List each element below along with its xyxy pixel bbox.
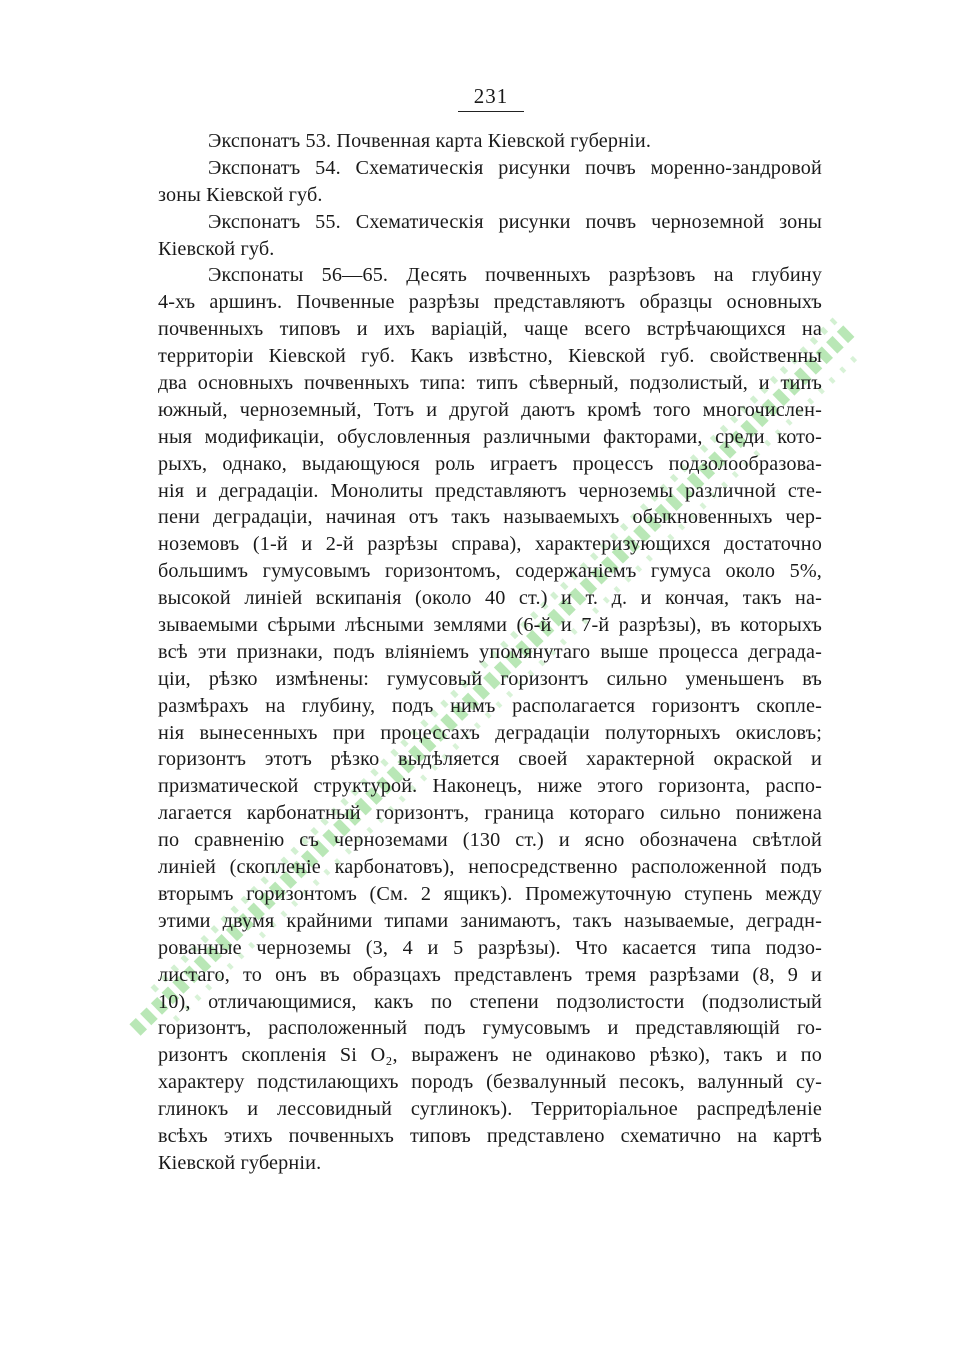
text-line: территоріи Кіевской губ. Какъ извѣстно, Кіевской губ. свойственны xyxy=(158,345,822,368)
text-line: всѣхъ этихъ почвенныхъ типовъ представлено схематично на картѣ xyxy=(158,1124,822,1147)
text-line: ноземовъ (1-й и 2-й разрѣзы справа), характеризующихся достаточно xyxy=(158,533,822,556)
text-line: Экспонаты 56—65. Десять почвенныхъ разрѣзовъ на глубину xyxy=(208,264,822,287)
body-text xyxy=(158,128,822,1177)
text-line: большимъ гумусовымъ горизонтомъ, содержаніемъ гумуса около 5%, xyxy=(158,560,822,583)
text-line: зываемыми сѣрыми лѣсными землями (6-й и 7-й разрѣзы), въ которыхъ xyxy=(158,614,822,637)
text-line: два основныхъ почвенныхъ типа: типъ сѣверный, подзолистый, и типъ xyxy=(158,372,822,395)
text-line: лагается карбонатный горизонтъ, граница котораго сильно понижена xyxy=(158,802,822,825)
page-number: 231 xyxy=(473,84,509,108)
text-line: рованные черноземы (3, 4 и 5 разрѣзы). Что касается типа подзо- xyxy=(158,936,822,959)
text-line: размѣрахъ на глубину, подъ нимъ располагается горизонтъ скопле- xyxy=(158,694,822,717)
text-line: Экспонатъ 53. Почвенная карта Кіевской губерніи. xyxy=(208,130,652,152)
text-line: южный, черноземный, Тотъ и другой даютъ кромѣ того многочислен- xyxy=(158,398,822,421)
text-line: ныя модификаціи, обусловленныя различными факторами, среди кото- xyxy=(158,425,822,448)
text-line: Экспонатъ 55. Схематическія рисунки почвъ черноземной зоны xyxy=(208,210,822,233)
text-line: Экспонатъ 54. Схематическія рисунки почвъ моренно-зандровой xyxy=(208,156,822,179)
text-line: листаго, то онъ въ образцахъ представленъ тремя разрѣзами (8, 9 и xyxy=(158,963,822,986)
page-number-rule xyxy=(458,111,524,112)
text-line: зоны Кіевской губ. xyxy=(158,183,323,206)
text-line: Кіевской губ. xyxy=(158,237,275,260)
text-line: ціи, рѣзко измѣнены: гумусовый горизонтъ сильно уменьшенъ въ xyxy=(158,667,822,690)
text-line: нія и деградаціи. Монолиты представляютъ черноземы различной сте- xyxy=(158,479,822,502)
text-line: нія вынесенныхъ при процессахъ деградаціи полуторныхъ окисловъ; xyxy=(158,721,822,744)
text-line: всѣ эти признаки, подъ вліяніемъ упомянутаго выше процесса деграда- xyxy=(158,640,822,663)
text-line: горизонтъ этотъ рѣзко выдѣляется своей характерной окраской и xyxy=(158,748,822,771)
text-line: 4-хъ аршинъ. Почвенные разрѣзы представляютъ образцы основныхъ xyxy=(158,291,822,314)
text-line: почвенныхъ типовъ и ихъ варіацій, чаще всего встрѣчающихся на xyxy=(158,318,822,341)
text-line: 10), отличающимися, какъ по степени подзолистости (подзолистый xyxy=(158,990,822,1013)
text-line: призматической структурой. Наконецъ, ниже этого горизонта, распо- xyxy=(158,775,822,798)
text-line: Кіевской губерніи. xyxy=(158,1151,322,1174)
text-line: глинокъ и лессовидный суглинокъ). Территоріальное распредѣленіе xyxy=(158,1098,822,1121)
text-line: этими двумя крайними типами занимаютъ, такъ называемые, деградн- xyxy=(158,909,822,932)
text-line: по сравненію съ черноземами (130 ст.) и ясно обозначена свѣтлой xyxy=(158,829,822,852)
text-line: горизонтъ, расположенный подъ гумусовымъ и представляющій го- xyxy=(158,1017,822,1040)
text-line: пени деградаціи, начиная отъ такъ называемыхъ обыкновенныхъ чер- xyxy=(158,506,822,529)
text-line: характеру подстилающихъ породъ (безвалунный песокъ, валунный су- xyxy=(158,1071,822,1094)
text-line: рыхъ, однако, выдающуюся роль играетъ процессъ подзолообразова- xyxy=(158,452,822,475)
text-line: линіей (скопленіе карбонатовъ), непосредственно расположенной подъ xyxy=(158,856,822,879)
text-line: вторымъ горизонтомъ (См. 2 ящикъ). Промежуточную ступень между xyxy=(158,882,822,905)
text-line: ризонтъ скопленія Si O₂, выраженъ не одинаково рѣзко), такъ и по xyxy=(158,1044,822,1067)
text-line: высокой линіей вскипанія (около 40 ст.) и т. д. и кончая, такъ на- xyxy=(158,587,822,610)
